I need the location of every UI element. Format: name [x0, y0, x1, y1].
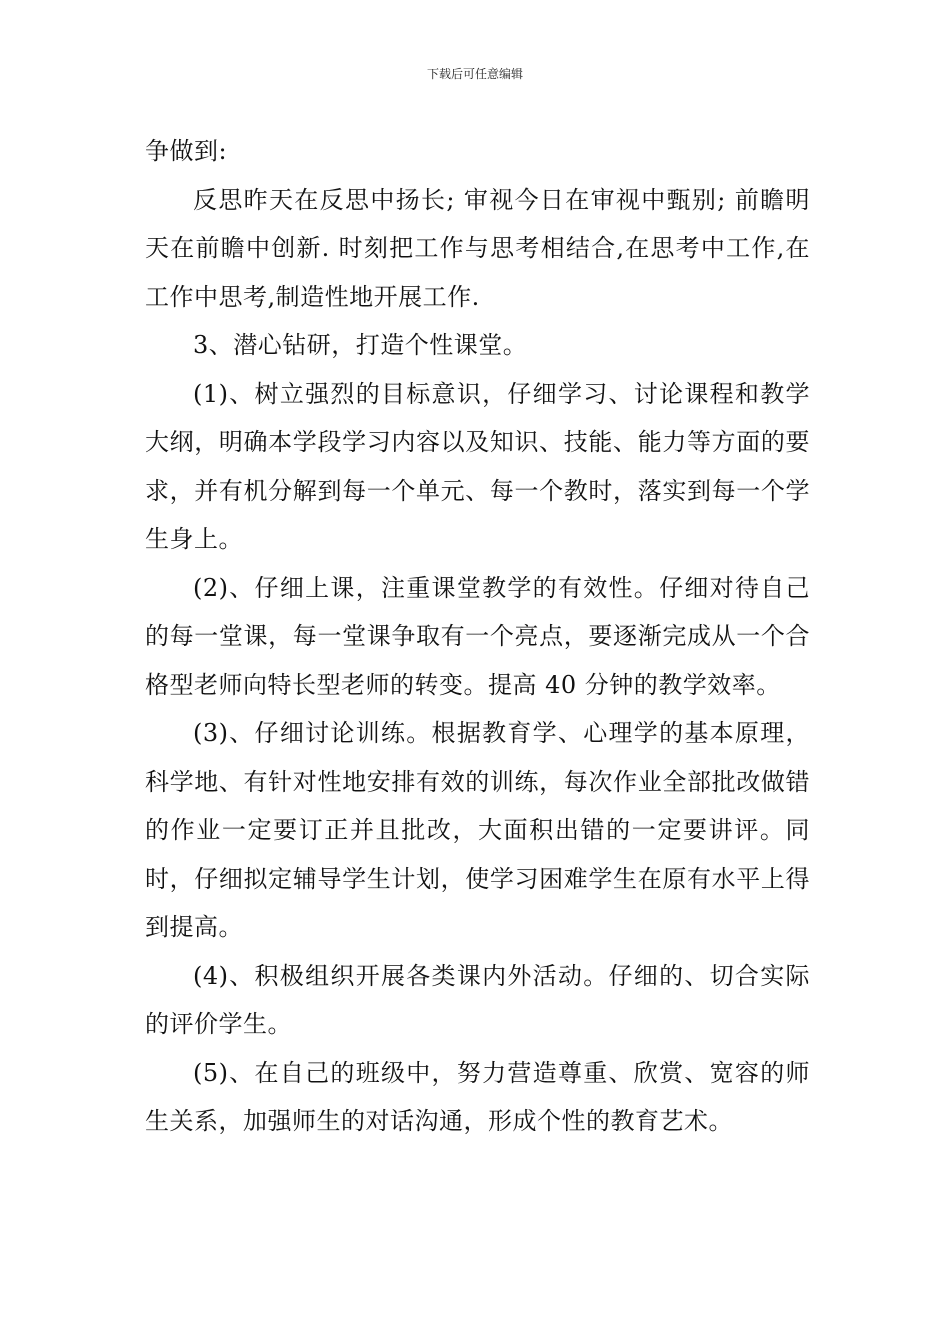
- paragraph-reflection: 反思昨天在反思中扬长; 审视今日在审视中甄别; 前瞻明天在前瞻中创新. 时刻把工作与思考相结合,在思考中工作,在工作中思考,制造性地开展工作.: [145, 185, 810, 311]
- paragraph-item-5: (5)、在自己的班级中，努力营造尊重、欣赏、宽容的师生关系，加强师生的对话沟通，形成个性的教育艺术。: [145, 1058, 810, 1135]
- paragraph-item-3: (3)、仔细讨论训练。根据教育学、心理学的基本原理，科学地、有针对性地安排有效的训练，每次作业全部批改做错的作业一定要订正并且批改，大面积出错的一定要讲评。同时，仔细拟定辅导学生计划，使学习困难学生在原有水平上得到提高。: [145, 719, 810, 941]
- paragraph-continuation: 争做到:: [145, 137, 228, 165]
- document-body: [145, 127, 810, 1146]
- paragraph-item-2: (2)、仔细上课，注重课堂教学的有效性。仔细对待自己的每一堂课，每一堂课争取有一个亮点，要逐渐完成从一个合格型老师向特长型老师的转变。提高 40 分钟的教学效率。: [145, 573, 810, 699]
- paragraph-item-1: (1)、树立强烈的目标意识，仔细学习、讨论课程和教学大纲，明确本学段学习内容以及知识、技能、能力等方面的要求，并有机分解到每一个单元、每一个教时，落实到每一个学生身上。: [145, 379, 810, 553]
- section-heading-3: 3、潜心钻研，打造个性课堂。: [193, 331, 528, 359]
- paragraph-item-4: (4)、积极组织开展各类课内外活动。仔细的、切合实际的评价学生。: [145, 961, 810, 1038]
- page-header-note: 下载后可任意编辑: [426, 67, 523, 81]
